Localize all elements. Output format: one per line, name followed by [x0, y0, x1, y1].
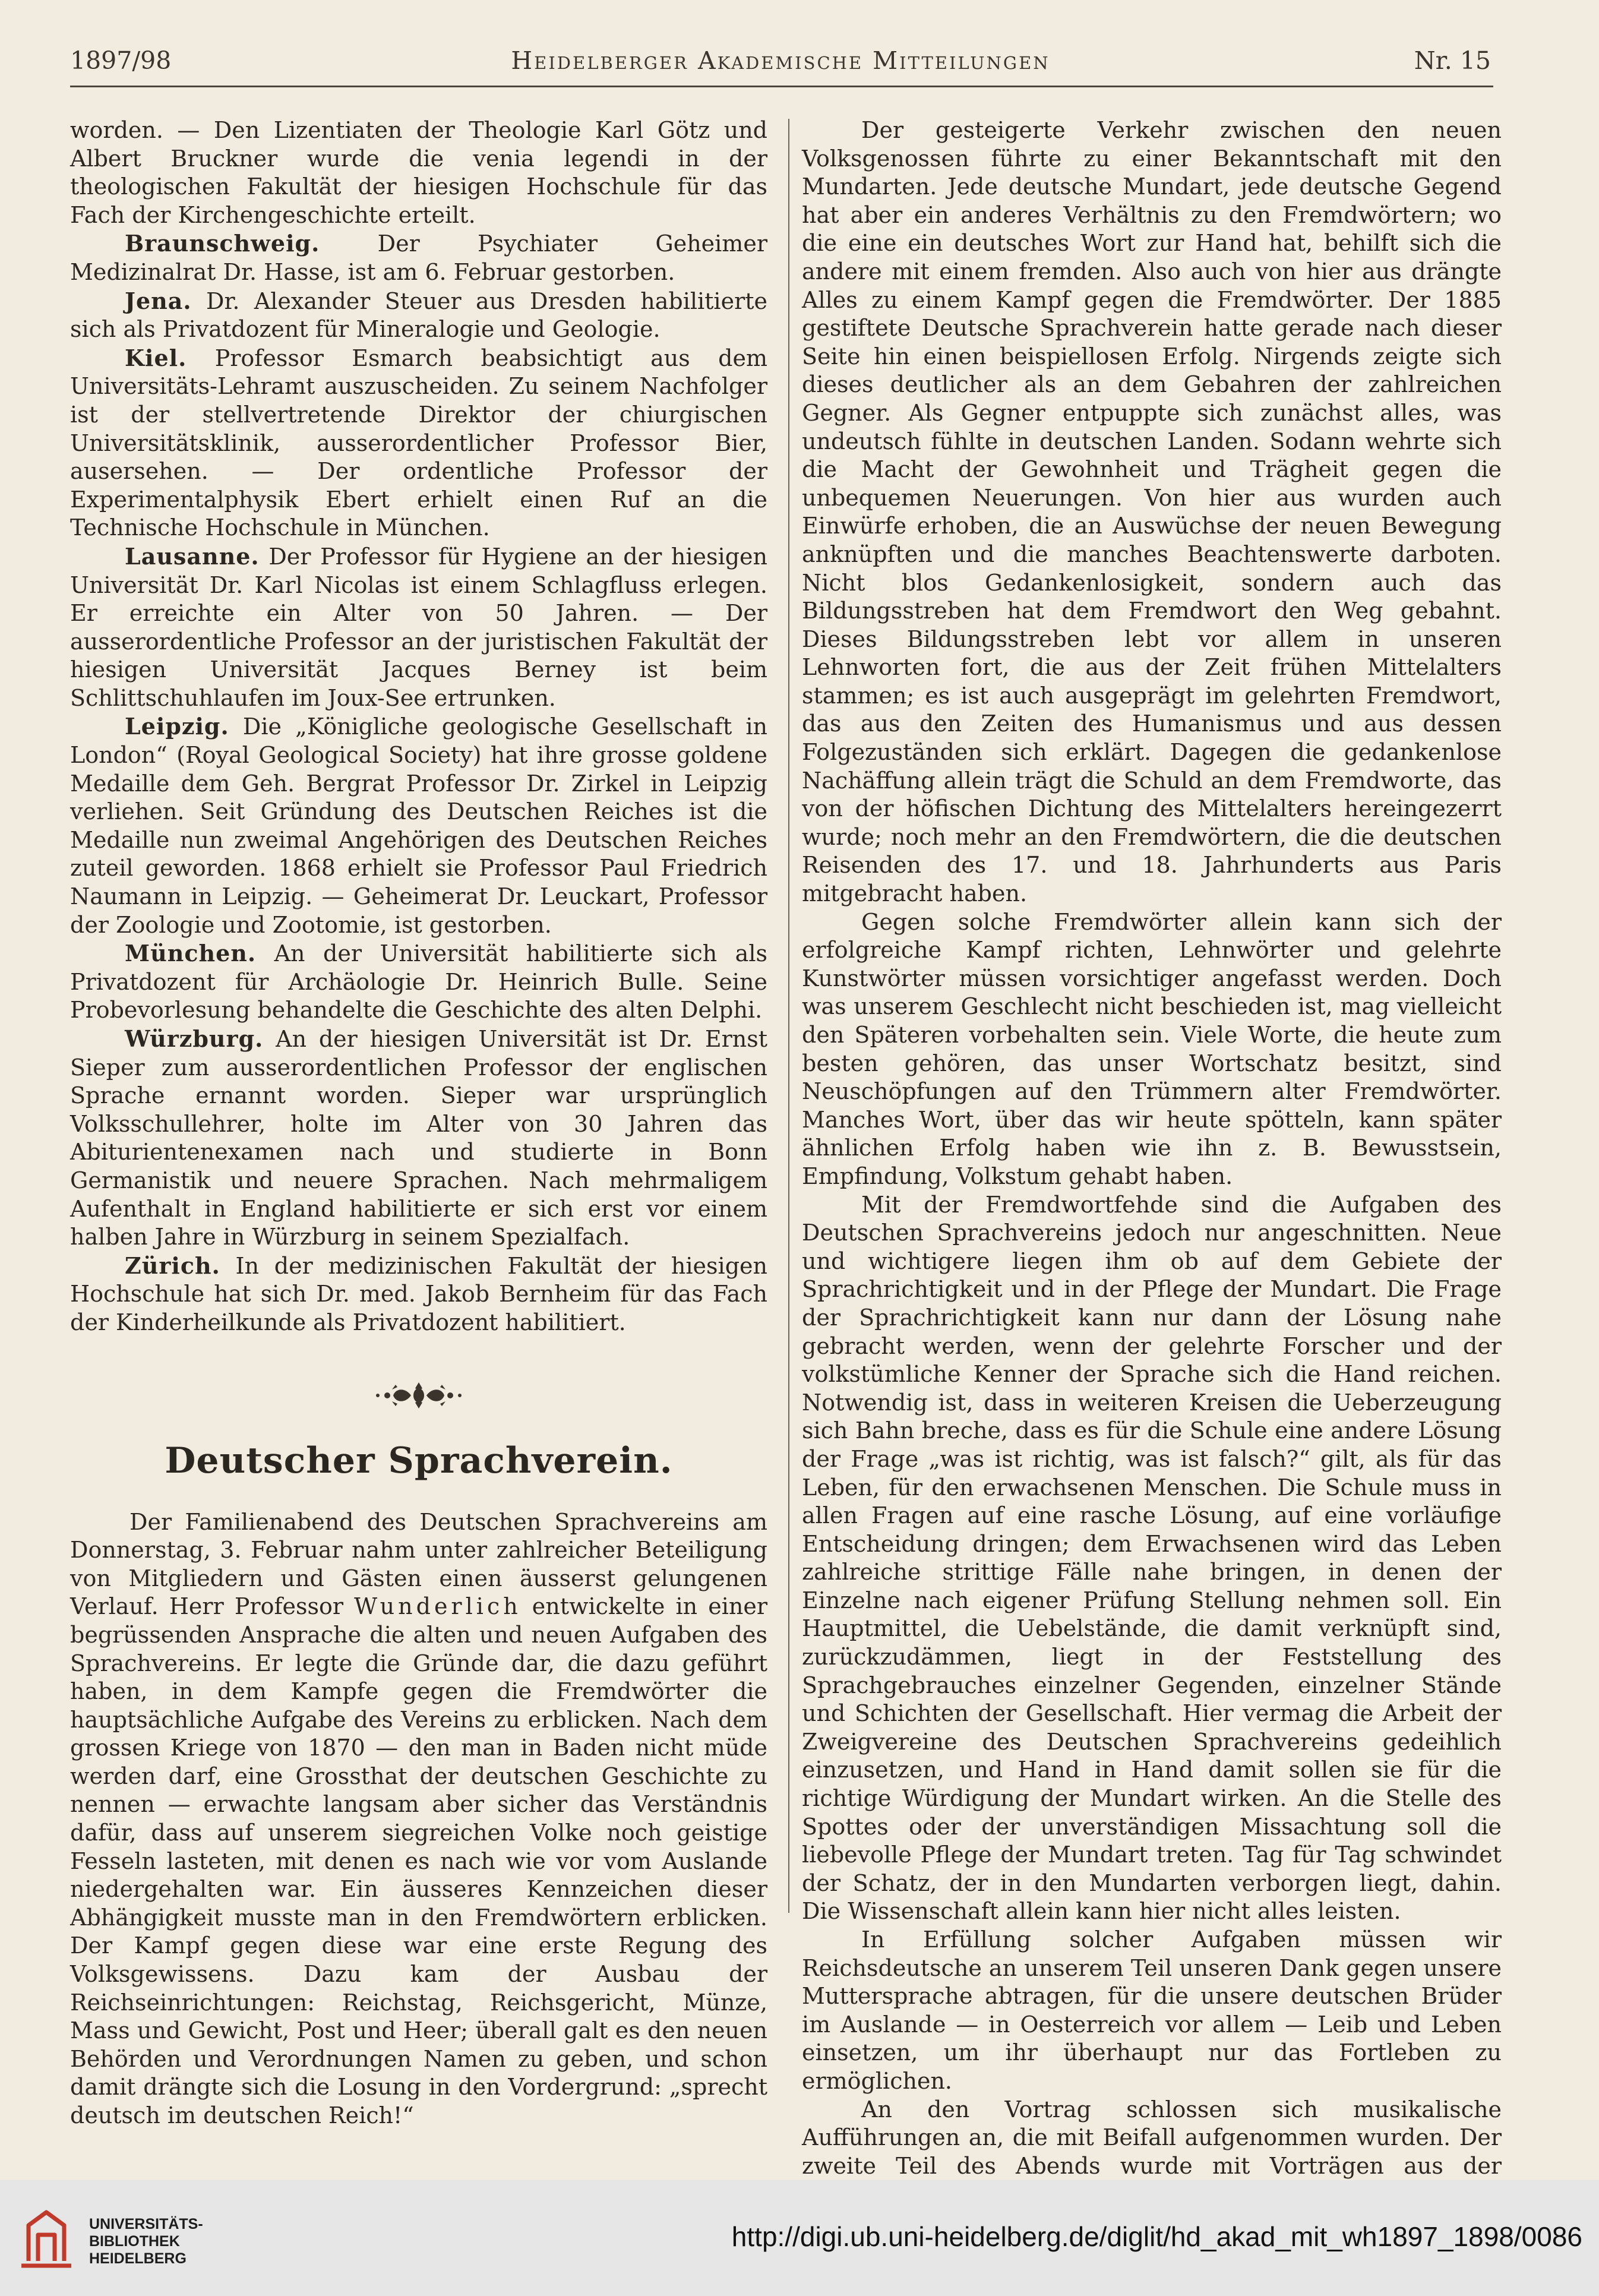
paragraph: Gegen solche Fremdwörter allein kann sich der erfolgreiche Kampf richten, Lehnwörter und gelehrte Kunstwörter müssen vorsichtiger angefasst werden. Doch was unserem Geschlecht nicht beschieden ist, mag vielleicht den Späteren vorbehalten sein. Viele Worte, die heute zum besten gehören, das unser Wortschatz besitzt, sind Neuschöpfungen auf den Trümmern alter Fremdwörter. Manches Wort, über das wir heute spötteln, kann später ähnlichen Erfolg haben wie ihn z. B. Bewusstsein, Empfindung, Volkstum gehabt haben. [802, 908, 1502, 1189]
paragraph: Mit der Fremdwortfehde sind die Aufgaben des Deutschen Sprachvereins jedoch nur angeschnitten. Neue und wichtigere liegen ihm ob auf dem Gebiete der Sprachrichtigkeit und in der Pflege der Mundart. Die Frage der Sprachrichtigkeit kann nur dann der Lösung nahe gebracht werden, wenn der gelehrte Forscher und der volkstümliche Kenner der Sprache sich die Hand reichen. Notwendig ist, dass in weiteren Kreisen die Ueberzeugung sich Bahn breche, dass es für die Schule eine andere Lösung der Frage „was ist richtig, was ist falsch?“ gilt, als für das Leben, für den erwachsenen Menschen. Die Schule muss in allen Fragen auf eine rasche Lösung, auf eine vorläufige Entscheidung dringen; dem Erwachsenen wird das Leben zahlreiche strittige Fälle nahe bringen, in denen der Einzelne nach eigener Prüfung Stellung nehmen soll. Ein Hauptmittel, die Uebelstände, die damit verknüpft sind, zurückzudämmen, liegt in der Feststellung des Sprachgebrauches einzelner Gegenden, einzelner Stände und Schichten der Gesellschaft. Hier vermag die Arbeit der Zweigvereine des Deutschen Sprachvereins gedeihlich einzusetzen, und Hand in Hand damit sollen sie für die richtige Würdigung der Mundart wirken. An die Stelle des Spottes oder der unverständigen Missachtung soll die liebevolle Pflege der Mundart treten. Tag für Tag schwindet der Schatz, der in den Mundarten verborgen liegt, dahin. Die Wissenschaft allein kann hier nicht alles leisten. [802, 1191, 1502, 1925]
section-title: Deutscher Sprachverein. [165, 1439, 673, 1482]
news-item-zuerich [70, 1252, 767, 1337]
city-heading: Jena. [125, 287, 192, 314]
library-footer [0, 2180, 1599, 2296]
logo-line: UNIVERSITÄTS- [89, 2216, 203, 2232]
news-item-wuerzburg [70, 1025, 767, 1252]
header-rule [70, 86, 1493, 87]
issue-number: Nr. 15 [1414, 46, 1491, 75]
text-span: entwickelte in einer begrüssenden Ansprache die alten und neuen Aufgaben des Sprachvereins. Er legte die Gründe dar, die dazu geführt haben, in dem Kampfe gegen die Fremdwörter die hauptsächliche Aufgabe des Vereins zu erblicken. Nach dem grossen Kriege von 1870 — den man in Baden nicht müde werden darf, eine Grossthat der deutschen Geschichte zu nennen — erwachte langsam aber sicher das Verständnis dafür, dass auf unserem siegreichen Volke noch geistige Fesseln lasteten, mit denen es nach wie vor vom Auslande niedergehalten war. Ein äusseres Kennzeichen dieser Abhängigkeit musste man in den Fremdwörtern erblicken. Der Kampf gegen diese war eine erste Regung des Volksgewissens. Dazu kam der Ausbau der Reichseinrichtungen: Reichstag, Reichsgericht, Münze, Mass und Gewicht, Post und Heer; überall galt es den neuen Behörden und Verordnungen Namen zu geben, und schon damit drängte sich die Losung in den Vordergrund: „sprecht deutsch im deutschen Reich!“ [70, 1593, 767, 2128]
news-text: Der Professor für Hygiene an der hiesigen Universität Dr. Karl Nicolas ist einem Schlagfluss erlegen. Er erreichte ein Alter von 50 Jahren. — Der ausserordentliche Professor an der juristischen Fakultät der hiesigen Universität Jacques Berney ist beim Schlittschuhlaufen im Joux-See ertrunken. [70, 543, 767, 711]
permalink-url[interactable]: http://digi.ub.uni-heidelberg.de/diglit/hd_akad_mit_wh1897_1898/0086 [731, 2221, 1582, 2252]
news-text: An der Universität habilitierte sich als Privatdozent für Archäologie Dr. Heinrich Bulle. Seine Probevorlesung behandelte die Geschichte des alten Delphi. [70, 940, 767, 1024]
continued-paragraph: worden. — Den Lizentiaten der Theologie Karl Götz und Albert Bruckner wurde die venia legendi in der theologischen Fakultät der hiesigen Hochschule für das Fach der Kirchengeschichte erteilt. [70, 117, 767, 228]
city-heading: Würzburg. [125, 1025, 264, 1052]
speaker-name: Wunderlich [354, 1593, 522, 1620]
news-item-leipzig [70, 712, 767, 939]
sprachverein-paragraph [70, 1508, 767, 2130]
news-item-braunschweig [70, 229, 767, 286]
volume-year: 1897/98 [70, 46, 172, 75]
paragraph: Der gesteigerte Verkehr zwischen den neuen Volksgenossen führte zu einer Bekanntschaft mit den Mundarten. Jede deutsche Mundart, jede deutsche Gegend hat aber ein anderes Verhältnis zu den Fremdwörtern; wo die eine ein deutsches Wort zur Hand hat, behilft sich die andere mit einem fremden. Also auch von hier aus drängte Alles zu einem Kampf gegen die Fremdwörter. Der 1885 gestiftete Deutsche Sprachverein hatte gerade nach dieser Seite hin einen beispiellosen Erfolg. Nirgends zeigte sich dieses deutlicher als an dem Gebahren der zahlreichen Gegner. Als Gegner entpuppte sich zunächst alles, was undeutsch fühlte in deutschen Landen. Sodann wehrte sich die Macht der Gewohnheit und Trägheit gegen die unbequemen Neuerungen. Von hier aus wurden auch Einwürfe erhoben, die an Auswüchse der neuen Bewegung anknüpften und die manches Beachtenswerte darboten. Nicht blos Gedankenlosigkeit, sondern auch das Bildungsstreben hat dem Fremdwort den Weg gebahnt. Dieses Bildungsstreben lebt vor allem in unseren Lehnworten fort, die aus der Zeit frühen Mittelalters stammen; es ist auch ausgeprägt im gelehrten Fremdwort, das aus den Zeiten des Humanismus und aus dessen Folgezuständen sich erklärt. Dagegen die gedankenlose Nachäffung allein trägt die Schuld an dem Fremdworte, das von der höfischen Dichtung des Mittelalters hereingezerrt wurde; noch mehr an den Fremdwörtern, die die deutschen Reisenden des 17. und 18. Jahrhunderts aus Paris mitgebracht haben. [802, 117, 1502, 907]
fleuron-ornament [368, 1379, 469, 1412]
library-logo-text [89, 2216, 203, 2267]
right-column [802, 116, 1502, 2209]
news-text: Professor Esmarch beabsichtigt aus dem Universitäts-Lehramt auszuscheiden. Zu seinem Nachfolger ist der stellvertretende Direktor der chiurgischen Universitätsklinik, ausserordentlicher Professor Bier, ausersehen. — Der ordentliche Professor der Experimentalphysik Ebert erhielt einen Ruf an die Technische Hochschule in München. [70, 345, 767, 541]
city-heading: Braunschweig. [125, 230, 320, 257]
text-span: Der Familienabend des Deutschen Sprachvereins am Donnerstag, 3. Februar nahm unter zahlreicher Beteiligung von Mitgliedern und Gästen einen äusserst gelungenen Verlauf. Herr Professor [70, 1508, 767, 1620]
ornament-divider [70, 1379, 767, 1414]
paragraph: An den Vortrag schlossen sich musikalische Aufführungen an, die mit Beifall aufgenommen wurden. Der zweite Teil des Abends wurde mit Vorträgen aus der [802, 2096, 1502, 2179]
left-column [70, 116, 767, 2130]
news-item-muenchen [70, 939, 767, 1025]
city-heading: Zürich. [125, 1252, 220, 1279]
news-text: An der hiesigen Universität ist Dr. Ernst Sieper zum ausserordentlichen Professor der englischen Sprache ernannt worden. Sieper war ursprünglich Volksschullehrer, holte im Alter von 30 Jahren das Abiturientenexamen nach und studierte in Bonn Germanistik und neuere Sprachen. Nach mehrmaligem Aufenthalt in England habilitierte er sich erst vor einem halben Jahre in Würzburg in seinem Spezialfach. [70, 1026, 767, 1250]
logo-line: BIBLIOTHEK [89, 2233, 180, 2250]
city-heading: Lausanne. [125, 542, 260, 570]
logo-line: HEIDELBERG [89, 2250, 187, 2267]
news-text: Der Psychiater Geheimer Medizinalrat Dr. Hasse, ist am 6. Februar gestorben. [70, 230, 767, 285]
news-item-jena [70, 287, 767, 344]
running-head [70, 46, 1491, 82]
city-heading: Leipzig. [125, 713, 229, 740]
city-heading: Kiel. [125, 344, 187, 371]
news-item-kiel [70, 344, 767, 542]
column-divider [788, 119, 789, 1913]
news-text: In der medizinischen Fakultät der hiesigen Hochschule hat sich Dr. med. Jakob Bernheim für das Fach der Kinderheilkunde als Privatdozent habilitiert. [70, 1252, 767, 1335]
news-text: Die „Königliche geologische Gesellschaft in London“ (Royal Geological Society) hat ihre grosse goldene Medaille dem Geh. Bergrat Professor Dr. Zirkel in Leipzig verliehen. Seit Gründung des Deutschen Reiches ist die Medaille nun zweimal Angehörigen des Deutschen Reiches zuteil geworden. 1868 erhielt sie Professor Paul Friedrich Naumann in Leipzig. — Geheimerat Dr. Leuckart, Professor der Zoologie und Zootomie, ist gestorben. [70, 713, 767, 938]
journal-title: Heidelberger Akademische Mitteilungen [511, 46, 1050, 75]
library-logo-icon [17, 2202, 76, 2273]
paragraph: In Erfüllung solcher Aufgaben müssen wir Reichsdeutsche an unserem Teil unseren Dank gegen unsere Muttersprache abtragen, für die unsere deutschen Brüder im Auslande — in Oesterreich vor allem — Leib und Leben einsetzen, um ihr überhaupt nur das Fortleben zu ermöglichen. [802, 1927, 1502, 2094]
news-text: Dr. Alexander Steuer aus Dresden habilitierte sich als Privatdozent für Mineralogie und Geologie. [70, 288, 767, 343]
city-heading: München. [125, 940, 257, 967]
news-item-lausanne [70, 542, 767, 713]
